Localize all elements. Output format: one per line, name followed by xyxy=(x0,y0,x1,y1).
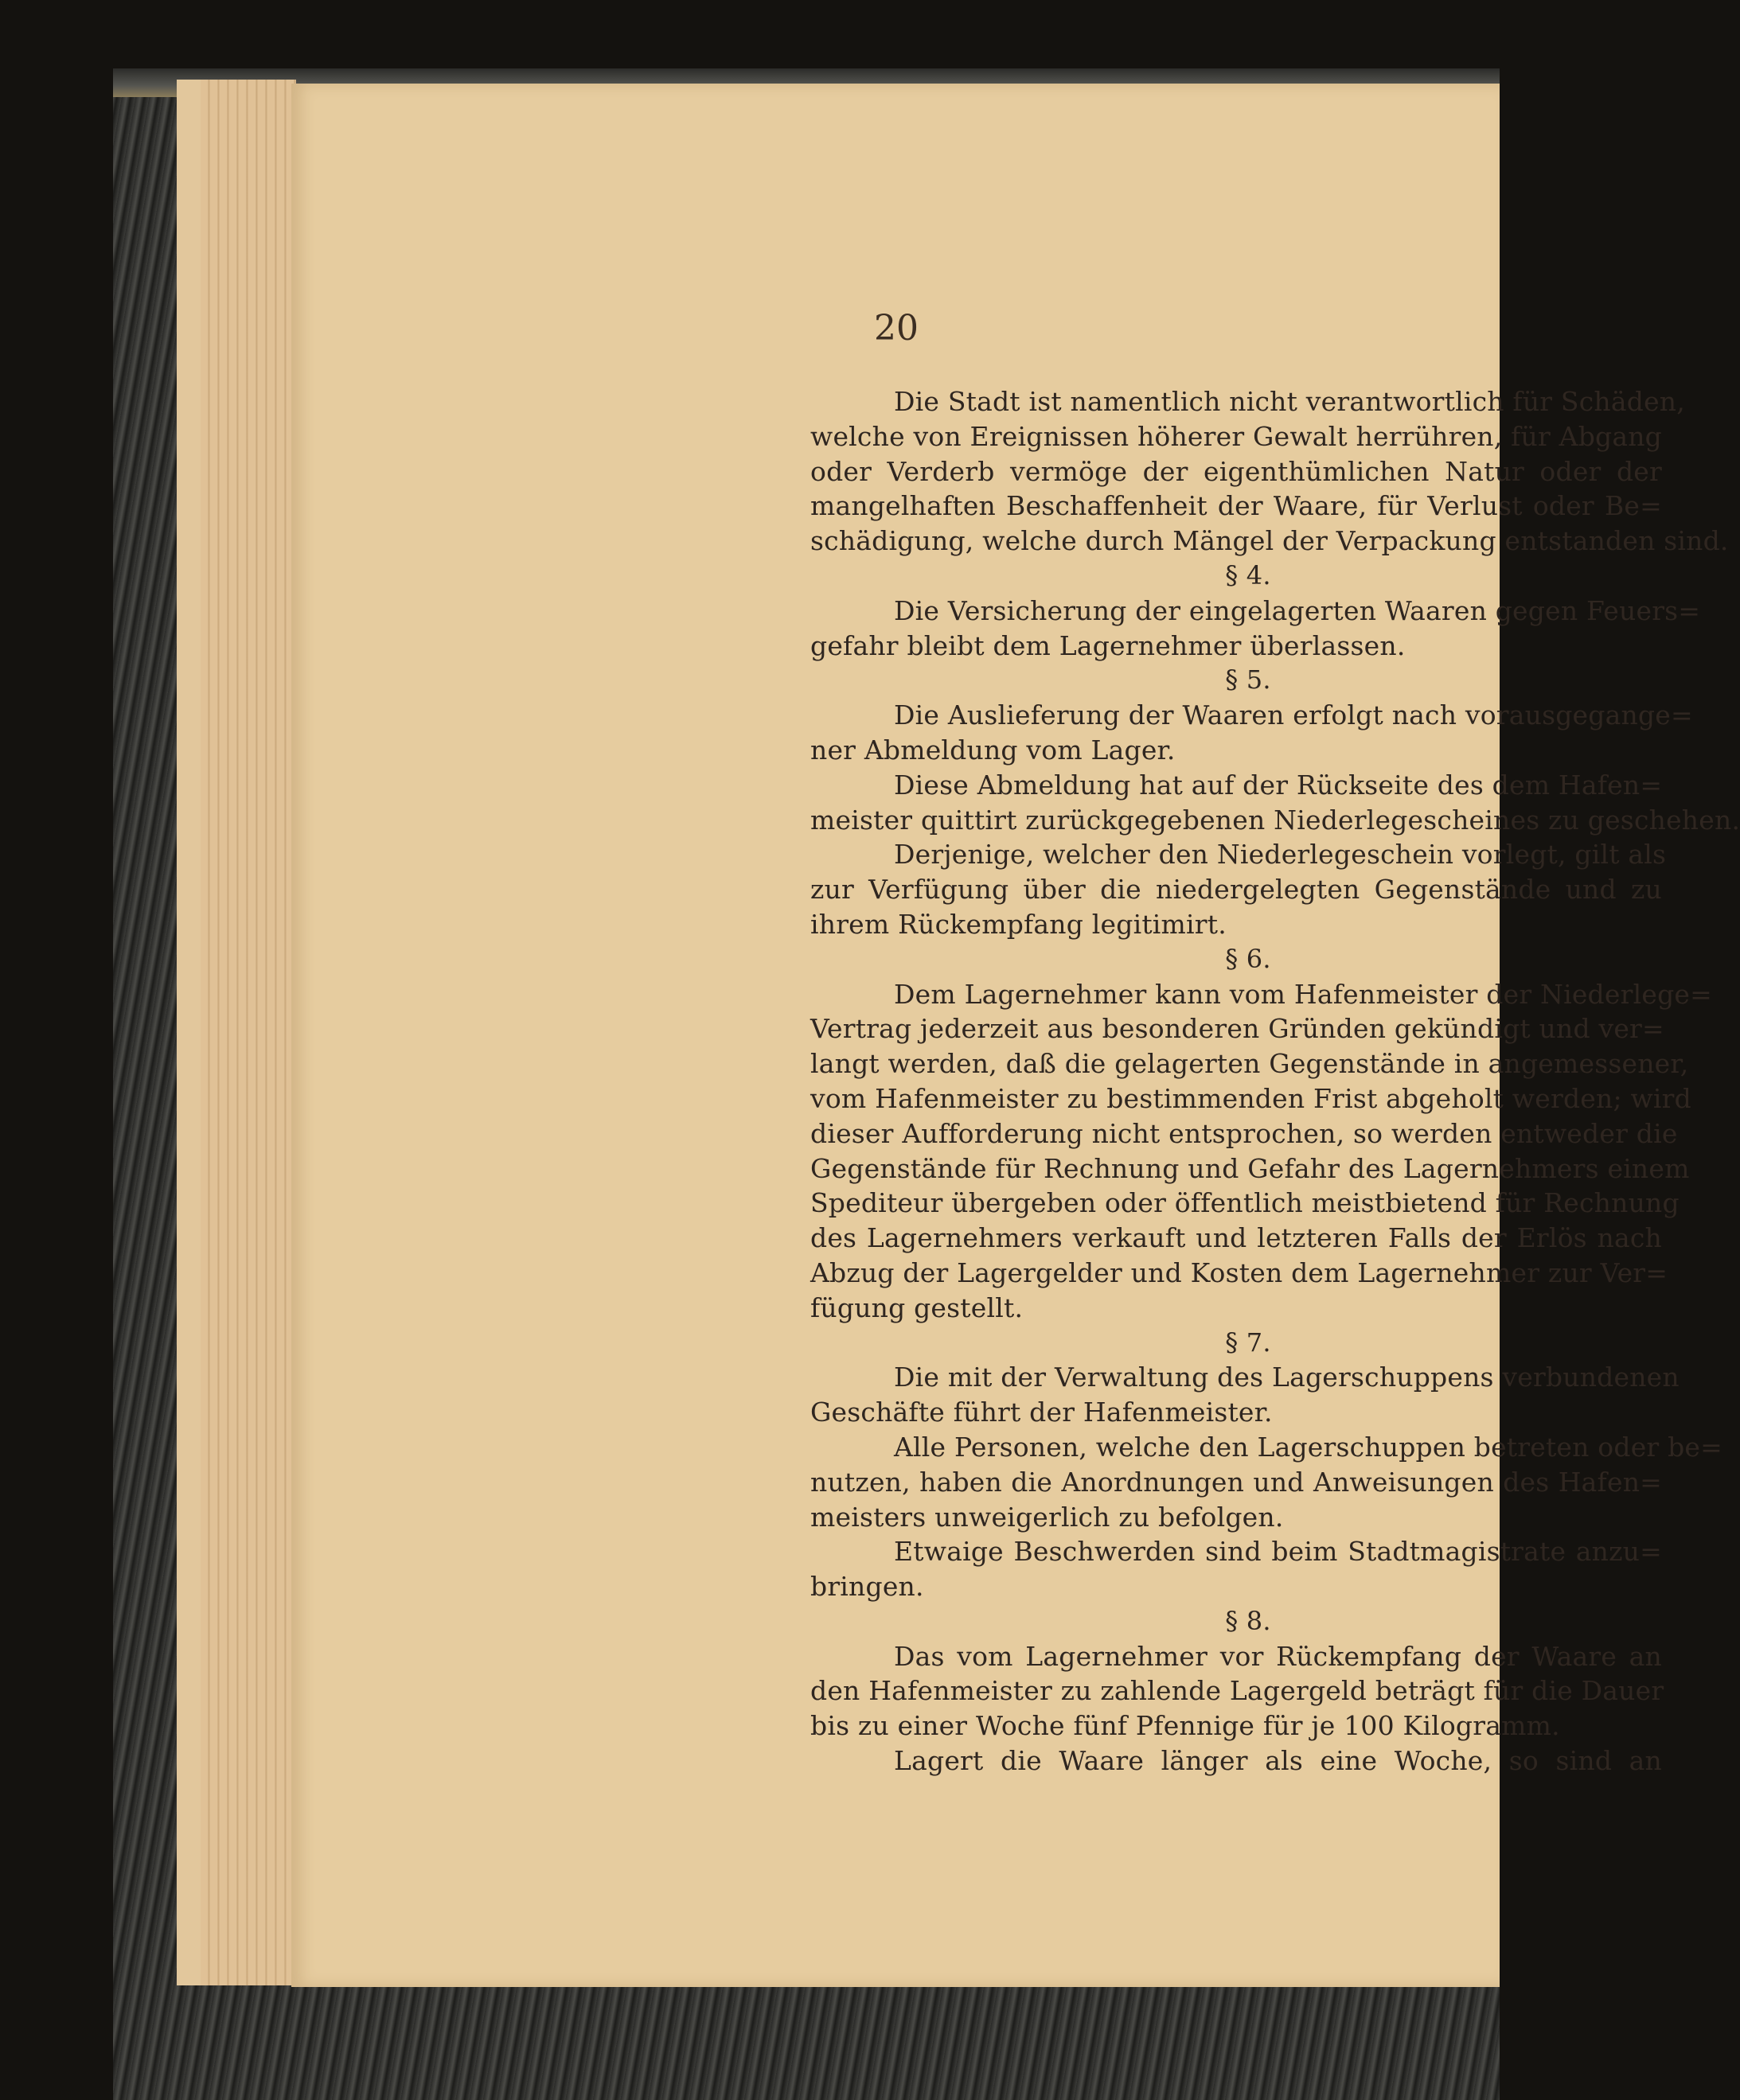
text-line: zur Verfügung über die niedergelegten Gegenstände und zu xyxy=(810,874,1662,906)
text-line: dieser Aufforderung nicht entsprochen, so werden entweder die xyxy=(810,1117,1678,1149)
text-line: meisters unweigerlich zu befolgen. xyxy=(810,1501,1284,1533)
text-line: mangelhaften Beschaffenheit der Waare, für Verlust oder Be= xyxy=(810,490,1662,522)
section-heading: § 5. xyxy=(1225,664,1271,695)
text-line: Derjenige, welcher den Niederlegeschein vorlegt, gilt als xyxy=(894,839,1667,871)
text-line: oder Verderb vermöge der eigenthümlichen Natur oder der xyxy=(810,455,1662,487)
text-line: nutzen, haben die Anordnungen und Anweisungen des Hafen= xyxy=(810,1466,1662,1498)
section-heading: § 8. xyxy=(1225,1605,1271,1636)
text-line: Die Stadt ist namentlich nicht verantwortlich für Schäden, xyxy=(894,386,1685,417)
text-line: ner Abmeldung vom Lager. xyxy=(810,734,1176,766)
page-text xyxy=(810,384,1740,1779)
text-line: schädigung, welche durch Mängel der Verpackung entstanden sind. xyxy=(810,525,1729,557)
text-line: ihrem Rückempfang legitimirt. xyxy=(810,908,1227,940)
text-line: Vertrag jederzeit aus besonderen Gründen gekündigt und ver= xyxy=(810,1013,1664,1045)
section-heading: § 7. xyxy=(1225,1327,1271,1358)
text-line: den Hafenmeister zu zahlende Lagergeld beträgt für die Dauer xyxy=(810,1675,1664,1707)
text-line: welche von Ereignissen höherer Gewalt herrühren, für Abgang xyxy=(810,420,1662,452)
text-line: fügung gestellt. xyxy=(810,1292,1024,1323)
text-line: Dem Lagernehmer kann vom Hafenmeister der Niederlege= xyxy=(894,978,1712,1010)
text-line: Spediteur übergeben oder öffentlich meistbietend für Rechnung xyxy=(810,1187,1680,1219)
text-line: meister quittirt zurückgegebenen Niederlegescheines zu geschehen. xyxy=(810,804,1740,836)
section-heading: § 4. xyxy=(1225,559,1271,590)
text-line: Gegenstände für Rechnung und Gefahr des Lagernehmers einem xyxy=(810,1152,1690,1184)
text-line: Die mit der Verwaltung des Lagerschuppens verbundenen xyxy=(894,1362,1680,1393)
text-line: Abzug der Lagergelder und Kosten dem Lagernehmer zur Ver= xyxy=(810,1256,1668,1288)
text-line: Lagert die Waare länger als eine Woche, so sind an xyxy=(894,1745,1662,1777)
text-line: gefahr bleibt dem Lagernehmer überlassen. xyxy=(810,629,1406,661)
text-line: Diese Abmeldung hat auf der Rückseite des dem Hafen= xyxy=(894,769,1663,801)
text-line: Alle Personen, welche den Lagerschuppen betreten oder be= xyxy=(894,1431,1722,1463)
page-edges xyxy=(201,80,296,1985)
text-line: Das vom Lagernehmer vor Rückempfang der Waare an xyxy=(894,1640,1662,1672)
text-line: Die Versicherung der eingelagerten Waaren gegen Feuers= xyxy=(894,594,1701,626)
text-line: Die Auslieferung der Waaren erfolgt nach vorausgegange= xyxy=(894,699,1693,731)
section-heading: § 6. xyxy=(1225,943,1271,974)
text-line: des Lagernehmers verkauft und letzteren Falls der Erlös nach xyxy=(810,1222,1662,1254)
text-line: Geschäfte führt der Hafenmeister. xyxy=(810,1397,1273,1428)
page-number: 20 xyxy=(874,308,919,349)
text-line: langt werden, daß die gelagerten Gegenstände in angemessener, xyxy=(810,1048,1689,1080)
page-spine-strip xyxy=(177,80,201,1985)
text-line: bis zu einer Woche fünf Pfennige für je 100 Kilogramm. xyxy=(810,1710,1560,1742)
text-line: Etwaige Beschwerden sind beim Stadtmagistrate anzu= xyxy=(894,1536,1662,1568)
text-line: bringen. xyxy=(810,1571,924,1603)
text-line: vom Hafenmeister zu bestimmenden Frist abgeholt werden; wird xyxy=(810,1082,1691,1114)
book-page xyxy=(291,84,1740,1987)
